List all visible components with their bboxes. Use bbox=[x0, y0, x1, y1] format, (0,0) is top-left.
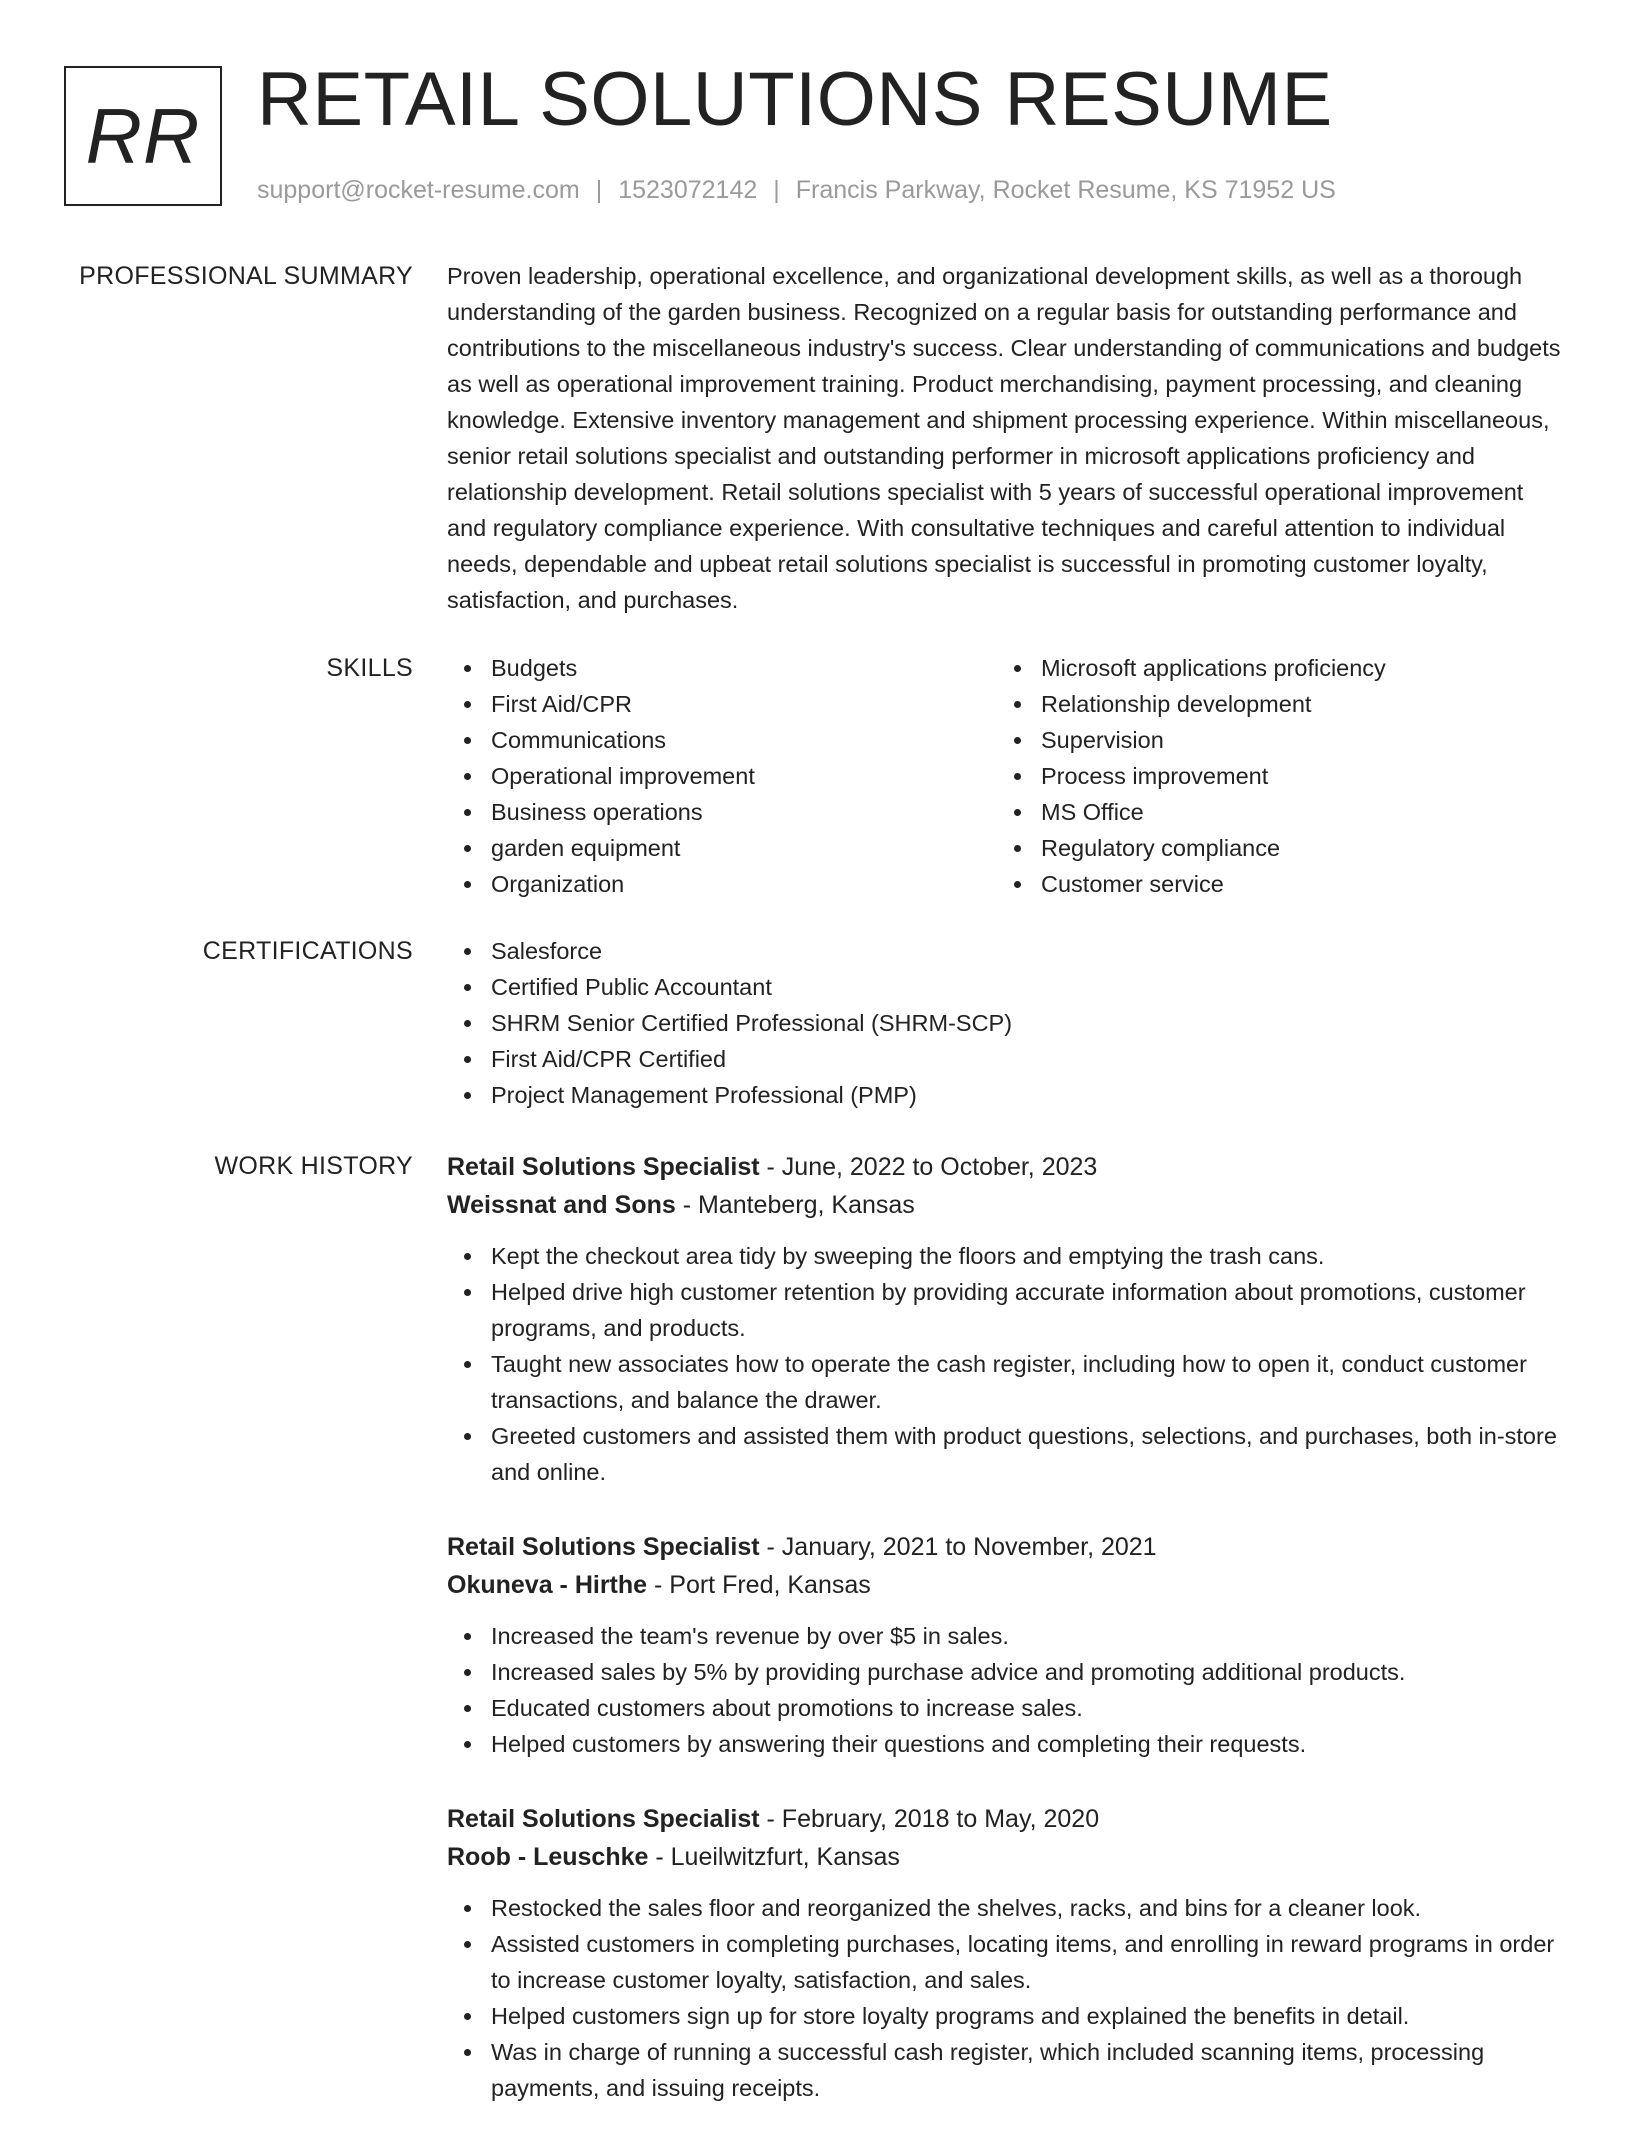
job-bullet: Taught new associates how to operate the cash register, including how to open it, conduct customer transactions, and balance the drawer. bbox=[447, 1346, 1567, 1418]
skill-item: Process improvement bbox=[997, 758, 1547, 794]
job-bullet: Was in charge of running a successful cash register, which included scanning items, processing payments, and issuing receipts. bbox=[447, 2034, 1567, 2106]
contact-separator: | bbox=[595, 176, 603, 204]
job-location: - Port Fred, Kansas bbox=[647, 1571, 871, 1599]
job-bullet: Restocked the sales floor and reorganized the shelves, racks, and bins for a cleaner look. bbox=[447, 1890, 1567, 1926]
skill-item: garden equipment bbox=[447, 830, 997, 866]
certification-item: SHRM Senior Certified Professional (SHRM-SCP) bbox=[447, 1005, 1567, 1041]
certification-item: Certified Public Accountant bbox=[447, 969, 1567, 1005]
job-location: - Manteberg, Kansas bbox=[675, 1191, 915, 1219]
certifications-heading: CERTIFICATIONS bbox=[202, 937, 413, 965]
job-company-line bbox=[447, 1186, 1567, 1224]
skill-item: Budgets bbox=[447, 650, 997, 686]
job-bullet: Kept the checkout area tidy by sweeping the floors and emptying the trash cans. bbox=[447, 1238, 1567, 1274]
summary-text: Proven leadership, operational excellence, and organizational development skills, as well as a thorough understanding of the garden business. Recognized on a regular basis for outstanding performance and contributions to the miscellaneous industry's success. Clear understanding of communications and budgets as well as operational improvement training. Product merchandising, payment processing, and cleaning knowledge. Extensive inventory management and shipment processing experience. Within miscellaneous, senior retail solutions specialist and outstanding performer in microsoft applications proficiency and relationship development. Retail solutions specialist with 5 years of successful operational improvement and regulatory compliance experience. With consultative techniques and careful attention to individual needs, dependable and upbeat retail solutions specialist is successful in promoting customer loyalty, satisfaction, and purchases. bbox=[447, 263, 1561, 613]
job-dates: - January, 2021 to November, 2021 bbox=[759, 1533, 1157, 1561]
job-entry bbox=[447, 1528, 1567, 1762]
contact-separator: | bbox=[773, 176, 780, 204]
job-company: Weissnat and Sons bbox=[447, 1191, 676, 1219]
job-bullet: Assisted customers in completing purchases, locating items, and enrolling in reward programs in order to increase customer loyalty, satisfaction, and sales. bbox=[447, 1926, 1567, 1998]
job-title-line bbox=[447, 1800, 1567, 1838]
job-company-line bbox=[447, 1838, 1567, 1876]
job-bullet: Helped drive high customer retention by providing accurate information about promotions, customer programs, and products. bbox=[447, 1274, 1567, 1346]
skill-item: Communications bbox=[447, 722, 997, 758]
job-dates: - February, 2018 to May, 2020 bbox=[759, 1805, 1100, 1833]
job-dates: - June, 2022 to October, 2023 bbox=[759, 1153, 1098, 1181]
contact-email[interactable]: support@rocket-resume.com bbox=[257, 176, 580, 204]
skills-list bbox=[447, 650, 1567, 902]
resume-title: RETAIL SOLUTIONS RESUME bbox=[257, 57, 1333, 142]
skill-item: Business operations bbox=[447, 794, 997, 830]
monogram-logo: RR bbox=[64, 66, 222, 206]
certification-item: Salesforce bbox=[447, 933, 1567, 969]
job-bullets bbox=[447, 1238, 1567, 1490]
job-company: Okuneva - Hirthe bbox=[447, 1571, 648, 1599]
job-bullet: Helped customers sign up for store loyalty programs and explained the benefits in detail. bbox=[447, 1998, 1567, 2034]
job-location: - Lueilwitzfurt, Kansas bbox=[648, 1843, 900, 1871]
skill-item: MS Office bbox=[997, 794, 1547, 830]
job-title: Retail Solutions Specialist bbox=[447, 1153, 760, 1181]
job-entry bbox=[447, 1800, 1567, 2106]
skills-column-right bbox=[997, 650, 1547, 902]
skill-item: First Aid/CPR bbox=[447, 686, 997, 722]
skill-item: Organization bbox=[447, 866, 997, 902]
certification-item: Project Management Professional (PMP) bbox=[447, 1077, 1567, 1113]
job-title-line bbox=[447, 1528, 1567, 1566]
job-company-line bbox=[447, 1566, 1567, 1604]
contact-address: Francis Parkway, Rocket Resume, KS 71952 US bbox=[795, 176, 1336, 204]
summary-heading: PROFESSIONAL SUMMARY bbox=[79, 262, 413, 290]
skill-item: Supervision bbox=[997, 722, 1547, 758]
skills-column-left bbox=[447, 650, 997, 902]
job-title-line bbox=[447, 1148, 1567, 1186]
contact-line bbox=[257, 176, 1336, 205]
job-bullet: Increased the team's revenue by over $5 in sales. bbox=[447, 1618, 1567, 1654]
skill-item: Regulatory compliance bbox=[997, 830, 1547, 866]
skill-item: Customer service bbox=[997, 866, 1547, 902]
skills-heading: SKILLS bbox=[326, 654, 413, 682]
job-bullet: Helped customers by answering their questions and completing their requests. bbox=[447, 1726, 1567, 1762]
job-bullet: Educated customers about promotions to increase sales. bbox=[447, 1690, 1567, 1726]
job-company: Roob - Leuschke bbox=[447, 1843, 649, 1871]
certification-item: First Aid/CPR Certified bbox=[447, 1041, 1567, 1077]
job-title: Retail Solutions Specialist bbox=[447, 1533, 760, 1561]
job-bullet: Greeted customers and assisted them with product questions, selections, and purchases, both in-store and online. bbox=[447, 1418, 1567, 1490]
certifications-list bbox=[447, 933, 1567, 1113]
job-bullet: Increased sales by 5% by providing purchase advice and promoting additional products. bbox=[447, 1654, 1567, 1690]
skill-item: Operational improvement bbox=[447, 758, 997, 794]
job-title: Retail Solutions Specialist bbox=[447, 1805, 760, 1833]
skill-item: Relationship development bbox=[997, 686, 1547, 722]
contact-phone[interactable]: 1523072142 bbox=[618, 176, 758, 204]
skill-item: Microsoft applications proficiency bbox=[997, 650, 1547, 686]
job-entry bbox=[447, 1148, 1567, 1490]
work-history-list bbox=[447, 1148, 1567, 2144]
work-history-heading: WORK HISTORY bbox=[214, 1152, 413, 1180]
job-bullets bbox=[447, 1890, 1567, 2106]
job-bullets bbox=[447, 1618, 1567, 1762]
